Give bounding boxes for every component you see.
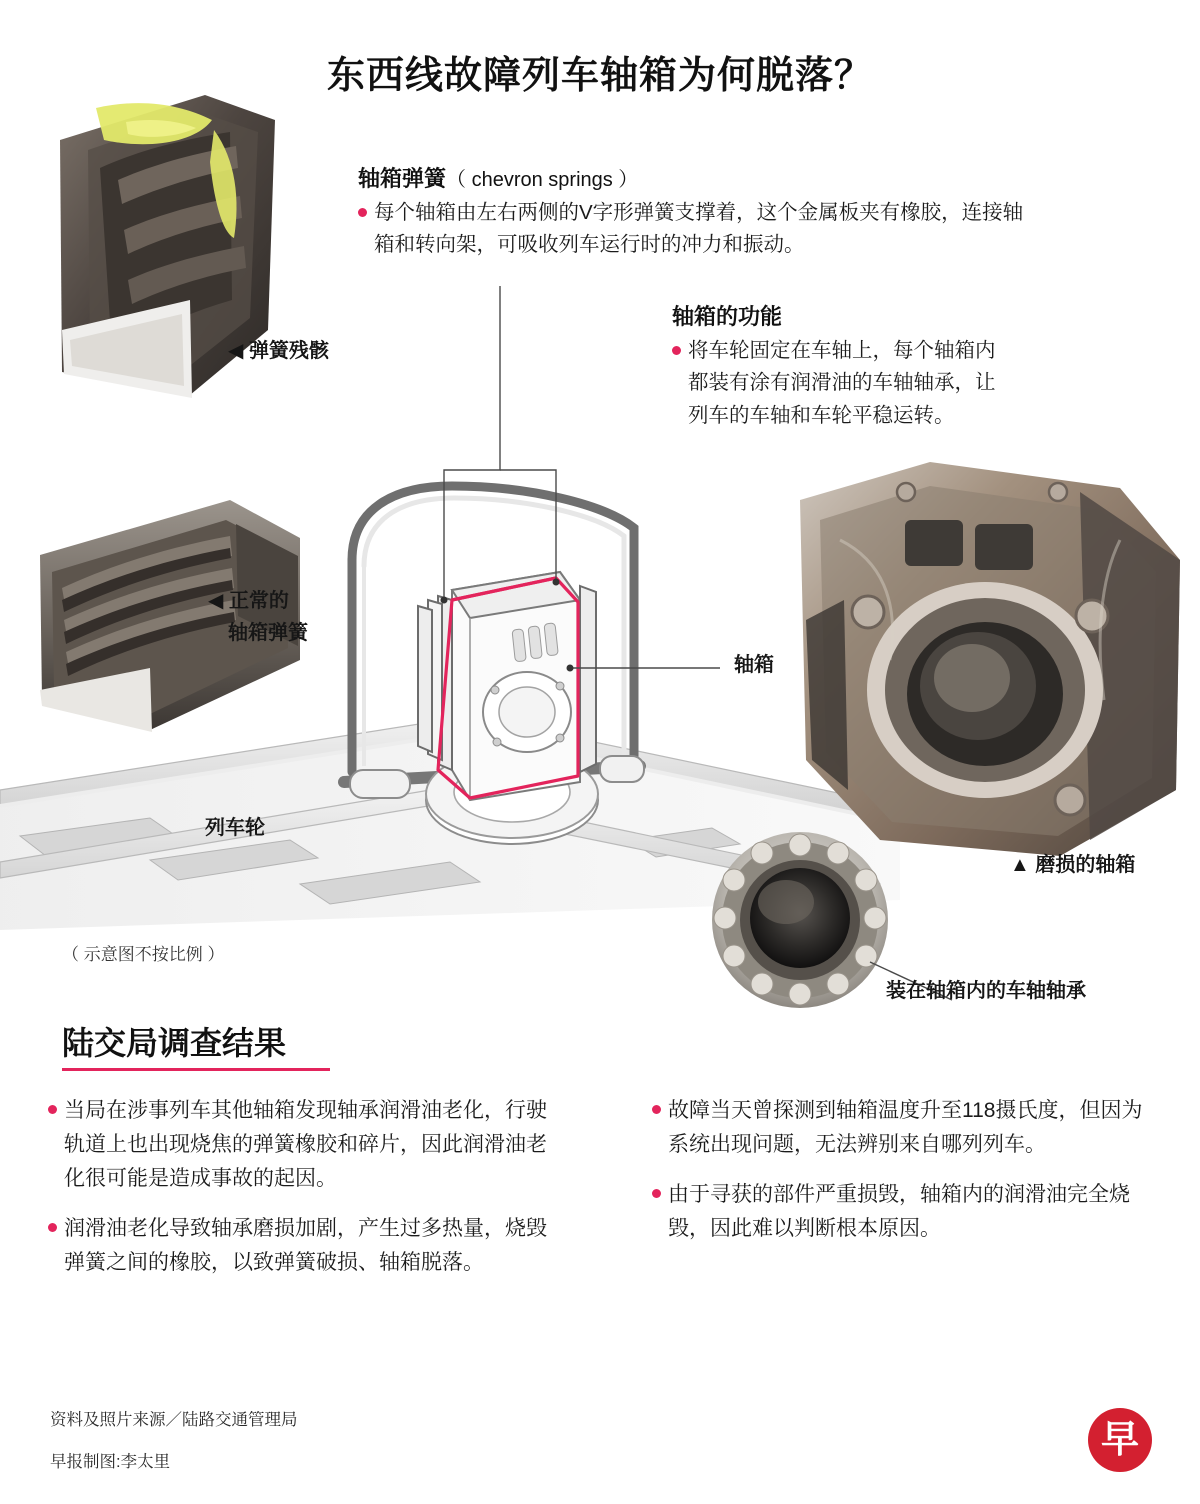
bullet-dot-icon <box>652 1105 661 1114</box>
result-item-text: 故障当天曾探测到轴箱温度升至118摄氏度，但因为系统出现问题，无法辨别来自哪列列车。 <box>668 1099 1143 1157</box>
result-item <box>48 1212 548 1280</box>
chevron-springs-bullet-text: 每个轴箱由左右两侧的V字形弹簧支撑着，这个金属板夹有橡胶，连接轴箱和转向架，可吸收列车运行时的冲力和振动。 <box>374 201 1024 257</box>
result-item <box>48 1094 548 1196</box>
axlebox-function-heading: 轴箱的功能 <box>672 304 783 329</box>
design-credit: 早报制图:李太里 <box>50 1453 171 1471</box>
bullet-dot-icon <box>358 208 367 217</box>
axlebox-function-block <box>672 300 1092 432</box>
label-normal-spring-line1: ◀ 正常的 <box>208 590 289 612</box>
label-axlebox: 轴箱 <box>734 654 774 676</box>
scale-note: （ 示意图不按比例 ） <box>62 945 225 964</box>
bullet-dot-icon <box>48 1223 57 1232</box>
result-item <box>652 1094 1152 1162</box>
photo-worn-axlebox <box>800 462 1180 856</box>
page-title: 东西线故障列车轴箱为何脱落？ <box>326 55 873 97</box>
chevron-springs-bullet <box>358 197 1058 262</box>
bullet-dot-icon <box>652 1189 661 1198</box>
results-underline <box>62 1068 330 1071</box>
result-item <box>652 1178 1152 1246</box>
results-column-right <box>652 1094 1152 1262</box>
axlebox-function-bullet-text: 将车轮固定在车轴上，每个轴箱内都装有涂有润滑油的车轴轴承，让列车的车轴和车轮平稳运转。 <box>688 339 996 427</box>
results-heading: 陆交局调查结果 <box>62 1025 287 1061</box>
results-column-left <box>48 1094 548 1296</box>
chevron-springs-block <box>358 162 1058 262</box>
source-credit: 资料及照片来源／陆路交通管理局 <box>50 1411 298 1429</box>
label-spring-debris: ◀ 弹簧残骸 <box>228 340 329 362</box>
label-worn-axlebox: ▲ 磨损的轴箱 <box>1010 854 1136 876</box>
result-item-text: 润滑油老化导致轴承磨损加剧，产生过多热量，烧毁弹簧之间的橡胶，以致弹簧破损、轴箱脱落。 <box>64 1217 547 1275</box>
photo-normal-spring <box>40 500 300 732</box>
result-item-text: 由于寻获的部件严重损毁，轴箱内的润滑油完全烧毁，因此难以判断根本原因。 <box>668 1183 1130 1241</box>
label-bearing: 装在轴箱内的车轴轴承 <box>886 980 1086 1002</box>
chevron-springs-heading-cn: 轴箱弹簧 <box>358 166 447 191</box>
axlebox-function-bullet <box>672 335 1092 432</box>
zaobao-logo: 早 <box>1088 1408 1152 1472</box>
bullet-dot-icon <box>672 346 681 355</box>
chevron-springs-heading <box>358 162 1058 193</box>
result-item-text: 当局在涉事列车其他轴箱发现轴承润滑油老化，行驶轨道上也出现烧焦的弹簧橡胶和碎片，因此润滑油老化很可能是造成事故的起因。 <box>64 1099 547 1191</box>
label-train-wheel: 列车轮 <box>205 817 265 839</box>
chevron-springs-heading-en: （ chevron springs ） <box>446 169 639 191</box>
label-normal-spring-line2: 轴箱弹簧 <box>228 622 308 644</box>
bullet-dot-icon <box>48 1105 57 1114</box>
